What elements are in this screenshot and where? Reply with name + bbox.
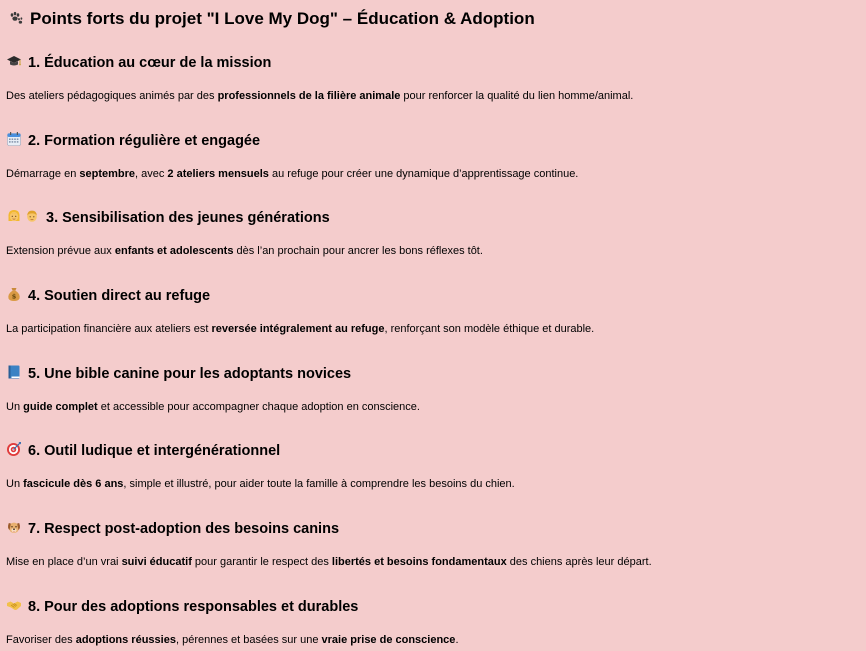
emphasis-text: reversée intégralement au refuge bbox=[211, 323, 385, 335]
dog-face-icon bbox=[6, 519, 22, 535]
section-text bbox=[6, 633, 459, 647]
section-heading bbox=[6, 53, 856, 73]
section-soutien bbox=[6, 286, 856, 335]
emphasis-text: fascicule dès 6 ans bbox=[23, 478, 124, 490]
section-heading-text: 2. Formation régulière et engagée bbox=[28, 133, 261, 149]
body-text: La participation financière aux ateliers est bbox=[6, 323, 212, 335]
blue-book-icon bbox=[6, 364, 22, 380]
section-heading-text: 4. Soutien direct au refuge bbox=[28, 288, 211, 304]
body-text: des chiens après leur départ. bbox=[506, 556, 652, 568]
body-text: Un bbox=[6, 401, 24, 413]
money-bag-icon bbox=[6, 286, 22, 302]
section-heading bbox=[6, 597, 856, 617]
section-text bbox=[6, 167, 578, 181]
emphasis-text: libertés et besoins fondamentaux bbox=[331, 556, 507, 568]
section-text bbox=[6, 322, 594, 336]
emphasis-text: guide complet bbox=[23, 401, 98, 413]
emphasis-text: suivi éducatif bbox=[121, 556, 192, 568]
section-bible-canine bbox=[6, 364, 856, 413]
section-sensibilisation bbox=[6, 208, 856, 257]
body-text: pour garantir le respect des bbox=[191, 556, 332, 568]
section-heading bbox=[6, 519, 856, 539]
body-text: , simple et illustré, pour aider toute la famille à comprendre les besoins du chien. bbox=[123, 478, 515, 490]
section-post-adoption bbox=[6, 519, 856, 568]
body-text: . bbox=[455, 634, 459, 646]
section-heading bbox=[6, 131, 856, 151]
body-text: Mise en place d’un vrai bbox=[6, 556, 122, 568]
section-text bbox=[6, 400, 420, 414]
body-text: Démarrage en bbox=[6, 168, 80, 180]
body-text: Un bbox=[6, 478, 24, 490]
boy-icon bbox=[24, 208, 40, 224]
section-outil-ludique bbox=[6, 441, 856, 490]
body-text: au refuge pour créer une dynamique d’apprentissage continue. bbox=[268, 168, 579, 180]
emphasis-text: septembre bbox=[79, 168, 136, 180]
section-adoptions-responsables bbox=[6, 597, 856, 646]
calendar-icon bbox=[6, 131, 22, 147]
body-text: , avec bbox=[135, 168, 168, 180]
section-heading-text: 6. Outil ludique et intergénérationnel bbox=[28, 443, 281, 459]
emphasis-text: vraie prise de conscience bbox=[321, 634, 456, 646]
section-heading-text: 8. Pour des adoptions responsables et durables bbox=[28, 599, 359, 615]
section-heading bbox=[6, 364, 856, 384]
section-heading-text: 3. Sensibilisation des jeunes générations bbox=[46, 210, 330, 226]
body-text: Extension prévue aux bbox=[6, 245, 115, 257]
body-text: , pérennes et basées sur une bbox=[175, 634, 322, 646]
page-title bbox=[8, 8, 535, 30]
section-heading-text: 7. Respect post-adoption des besoins canins bbox=[28, 521, 340, 537]
handshake-icon bbox=[6, 597, 22, 613]
section-text bbox=[6, 89, 633, 103]
section-formation bbox=[6, 131, 856, 180]
graduation-cap-icon bbox=[6, 53, 22, 69]
svg-text:$: $ bbox=[11, 292, 17, 301]
section-text bbox=[6, 555, 652, 569]
girl-icon bbox=[6, 208, 22, 224]
body-text: Favoriser des bbox=[6, 634, 76, 646]
emphasis-text: 2 ateliers mensuels bbox=[167, 168, 269, 180]
body-text: Des ateliers pédagogiques animés par des bbox=[6, 90, 218, 102]
target-icon bbox=[6, 441, 22, 457]
section-heading bbox=[6, 286, 856, 306]
section-heading-text: 5. Une bible canine pour les adoptants novices bbox=[28, 366, 352, 382]
emphasis-text: professionnels de la filière animale bbox=[217, 90, 401, 102]
page-title-text: Points forts du projet "I Love My Dog" – Éducation & Adoption bbox=[30, 9, 535, 28]
emphasis-text: enfants et adolescents bbox=[114, 245, 234, 257]
body-text: pour renforcer la qualité du lien homme/animal. bbox=[400, 90, 634, 102]
paw-prints-icon bbox=[8, 10, 24, 26]
body-text: , renforçant son modèle éthique et durable. bbox=[384, 323, 595, 335]
section-heading-text: 1. Éducation au cœur de la mission bbox=[28, 55, 272, 71]
body-text: et accessible pour accompagner chaque adoption en conscience. bbox=[97, 401, 420, 413]
section-heading bbox=[6, 208, 856, 228]
emphasis-text: adoptions réussies bbox=[75, 634, 176, 646]
section-text bbox=[6, 244, 483, 258]
section-text bbox=[6, 477, 515, 491]
body-text: dès l’an prochain pour ancrer les bons réflexes tôt. bbox=[233, 245, 483, 257]
section-heading bbox=[6, 441, 856, 461]
section-education bbox=[6, 53, 856, 102]
